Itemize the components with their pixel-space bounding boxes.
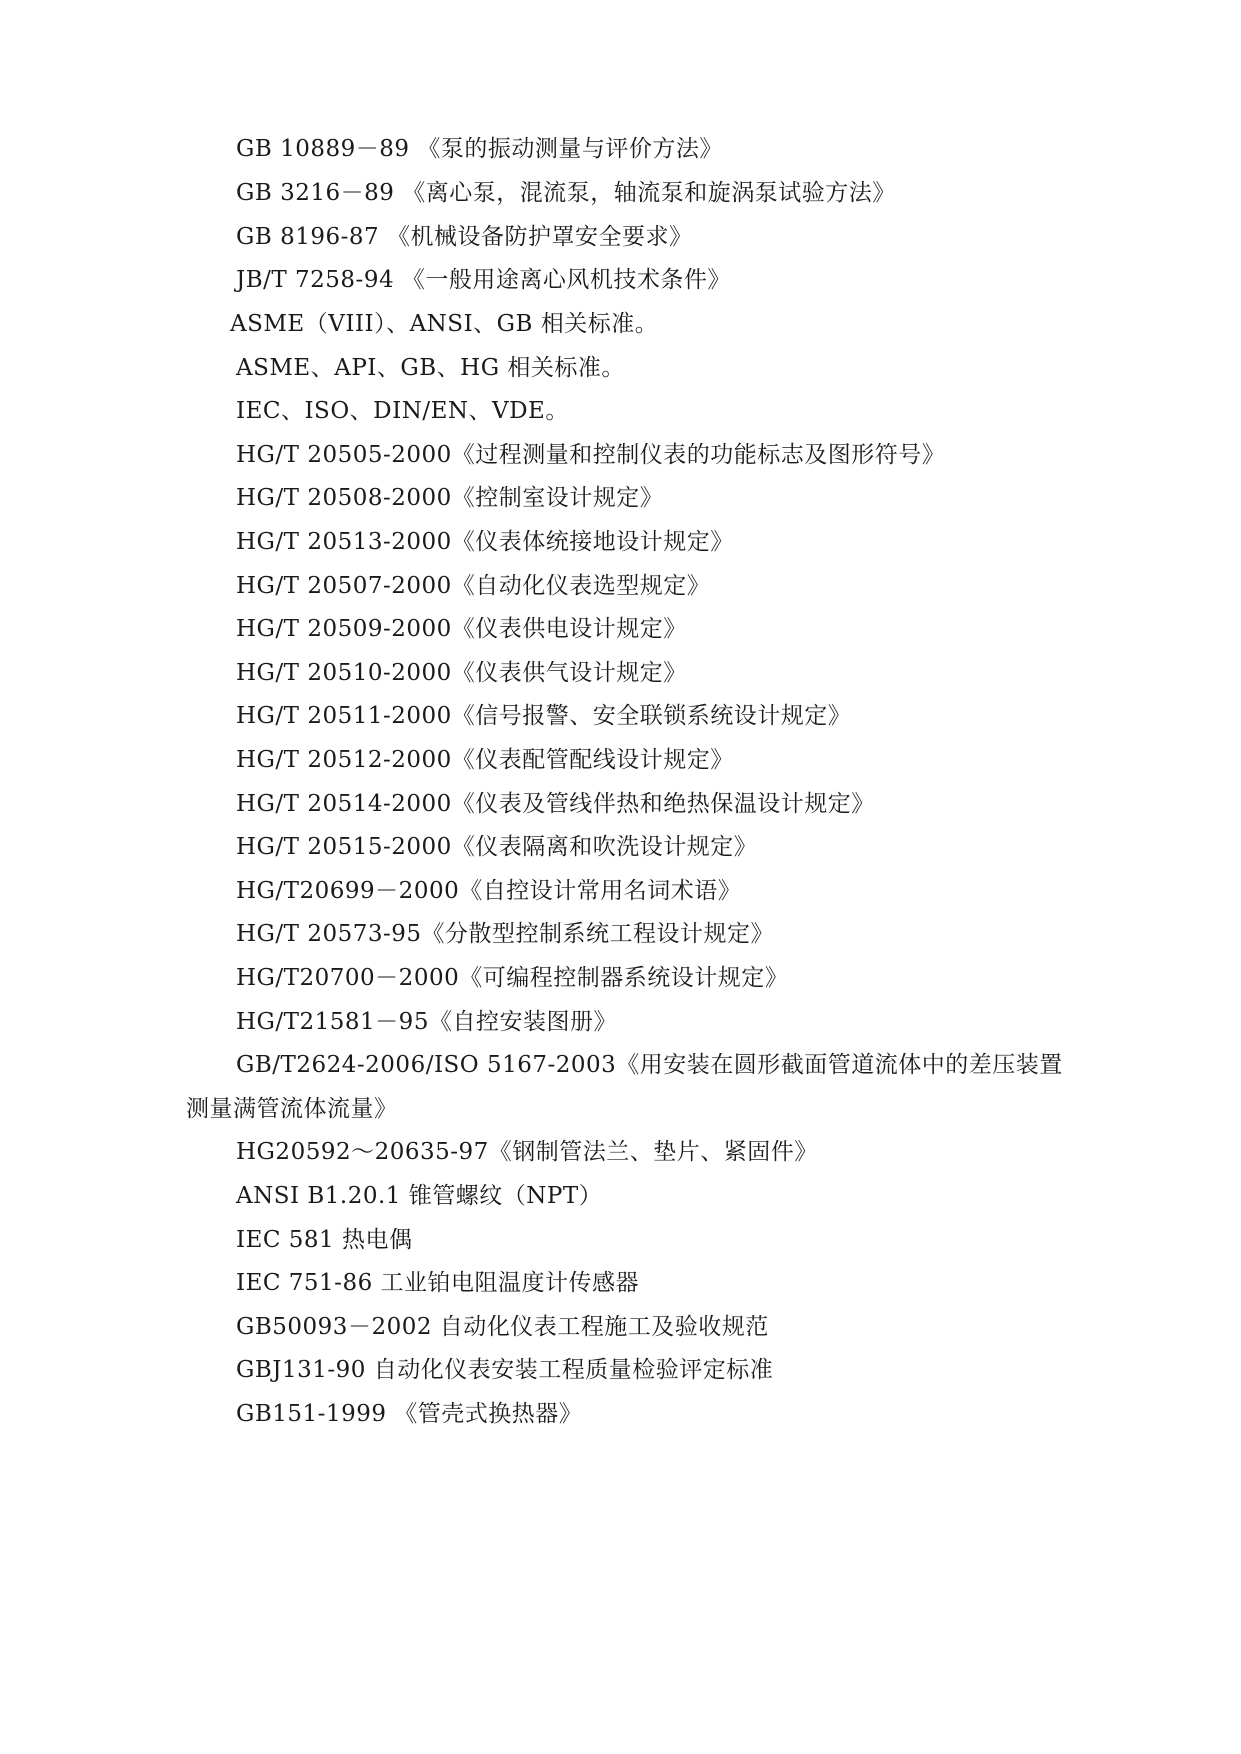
- standard-line: HG/T 20509-2000《仪表供电设计规定》: [236, 616, 687, 642]
- standard-line: ASME、API、GB、HG 相关标准。: [236, 355, 625, 381]
- standard-line: HG20592～20635-97《钢制管法兰、垫片、紧固件》: [236, 1139, 818, 1165]
- standard-line: GB 8196-87 《机械设备防护罩安全要求》: [236, 224, 693, 250]
- standard-line: HG/T 20507-2000《自动化仪表选型规定》: [236, 573, 711, 599]
- standard-line: IEC 751-86 工业铂电阻温度计传感器: [236, 1270, 640, 1296]
- standard-line: GB151-1999 《管壳式换热器》: [236, 1401, 583, 1427]
- standard-line: IEC、ISO、DIN/EN、VDE。: [236, 398, 569, 424]
- standard-line: GB50093－2002 自动化仪表工程施工及验收规范: [236, 1314, 769, 1340]
- standard-line: GB 10889－89 《泵的振动测量与评价方法》: [236, 136, 723, 162]
- standard-line: HG/T21581－95《自控安装图册》: [236, 1009, 617, 1035]
- standard-line: GB/T2624-2006/ISO 5167-2003《用安装在圆形截面管道流体中的差压装置: [236, 1052, 1063, 1078]
- standard-line: IEC 581 热电偶: [236, 1227, 413, 1253]
- standard-line: HG/T 20513-2000《仪表体统接地设计规定》: [236, 529, 734, 555]
- standard-line: ASME（VIII）、ANSI、GB 相关标准。: [230, 311, 659, 337]
- standard-line: HG/T 20505-2000《过程测量和控制仪表的功能标志及图形符号》: [236, 442, 946, 468]
- standard-line: JB/T 7258-94 《一般用途离心风机技术条件》: [236, 267, 731, 293]
- standard-line: HG/T 20510-2000《仪表供气设计规定》: [236, 660, 687, 686]
- standard-line: HG/T 20512-2000《仪表配管配线设计规定》: [236, 747, 734, 773]
- standard-line: GBJ131-90 自动化仪表安装工程质量检验评定标准: [236, 1357, 774, 1383]
- standard-line: HG/T 20573-95《分散型控制系统工程设计规定》: [236, 921, 775, 947]
- standard-line: HG/T 20511-2000《信号报警、安全联锁系统设计规定》: [236, 703, 852, 729]
- standard-line: HG/T 20514-2000《仪表及管线伴热和绝热保温设计规定》: [236, 791, 875, 817]
- standard-line-continuation: 测量满管流体流量》: [186, 1096, 398, 1122]
- standard-line: GB 3216－89 《离心泵，混流泵，轴流泵和旋涡泵试验方法》: [236, 180, 896, 206]
- standard-line: ANSI B1.20.1 锥管螺纹（NPT）: [236, 1183, 603, 1209]
- standard-line: HG/T 20515-2000《仪表隔离和吹洗设计规定》: [236, 834, 758, 860]
- standard-line: HG/T20700－2000《可编程控制器系统设计规定》: [236, 965, 789, 991]
- standard-line: HG/T 20508-2000《控制室设计规定》: [236, 485, 664, 511]
- standard-line: HG/T20699－2000《自控设计常用名词术语》: [236, 878, 742, 904]
